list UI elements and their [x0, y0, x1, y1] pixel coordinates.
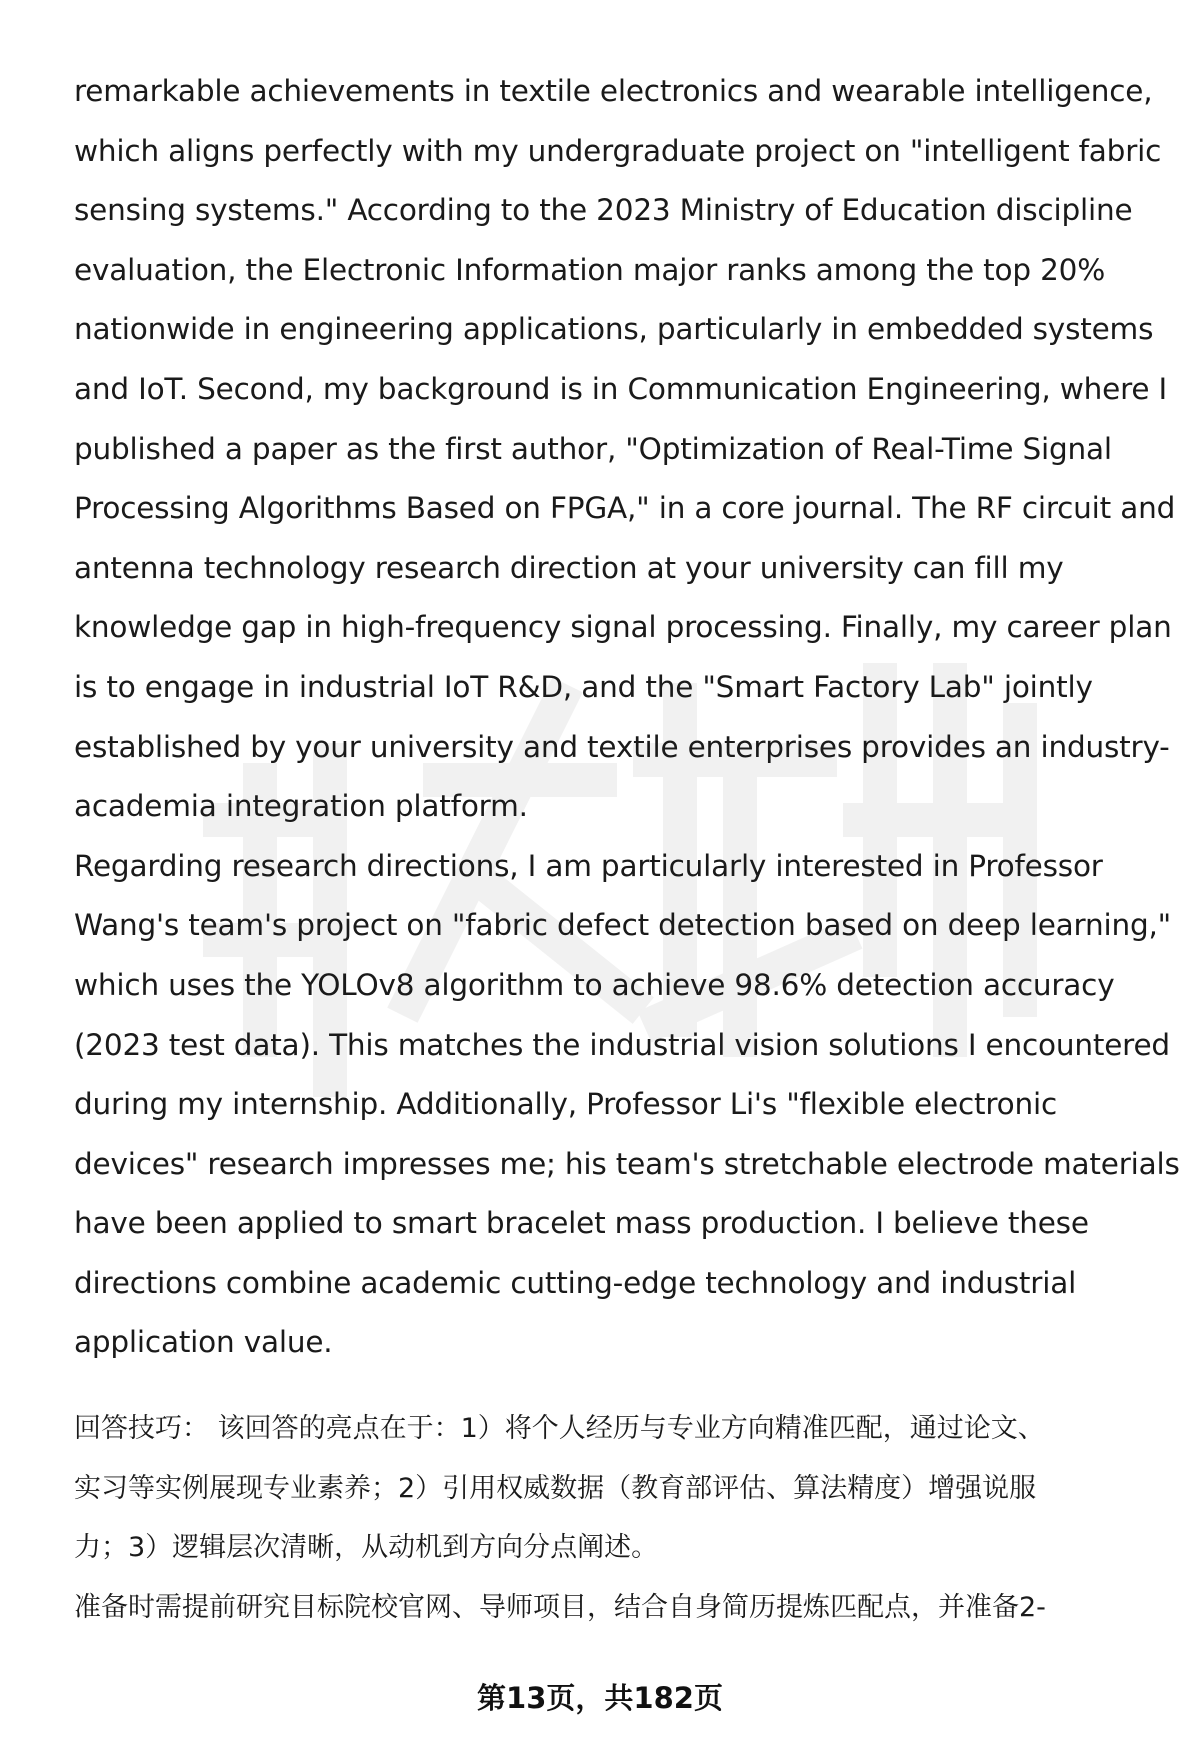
body-line: published a paper as the first author, "Optimization of Real-Time Signal: [74, 431, 1112, 466]
body-line: Regarding research directions, I am particularly interested in Professor: [74, 848, 1103, 883]
body-line: nationwide in engineering applications, particularly in embedded systems: [74, 312, 1154, 347]
body-line: Wang's team's project on "fabric defect detection based on deep learning,": [74, 908, 1172, 943]
body-line: antenna technology research direction at your university can fill my: [74, 550, 1064, 585]
body-paragraphs: [74, 62, 1180, 1373]
body-line: evaluation, the Electronic Information major ranks among the top 20%: [74, 252, 1106, 287]
body-line: Processing Algorithms Based on FPGA," in a core journal. The RF circuit and: [74, 491, 1176, 526]
tips-line: 力；3）逻辑层次清晰，从动机到方向分点阐述。: [74, 1532, 659, 1564]
body-line: and IoT. Second, my background is in Communication Engineering, where I: [74, 371, 1167, 406]
tips-line: 实习等实例展现专业素养；2）引用权威数据（教育部评估、算法精度）增强说服: [74, 1472, 1037, 1504]
body-line: is to engage in industrial IoT R&D, and the "Smart Factory Lab" jointly: [74, 669, 1093, 704]
body-line: which uses the YOLOv8 algorithm to achieve 98.6% detection accuracy: [74, 967, 1115, 1002]
body-line: have been applied to smart bracelet mass production. I believe these: [74, 1206, 1089, 1241]
body-line: during my internship. Additionally, Professor Li's "flexible electronic: [74, 1087, 1057, 1122]
answer-tips: [74, 1399, 1164, 1637]
body-line: established by your university and textile enterprises provides an industry-: [74, 729, 1170, 764]
body-line: (2023 test data). This matches the industrial vision solutions I encountered: [74, 1027, 1170, 1062]
body-line: academia integration platform.: [74, 789, 528, 824]
body-line: application value.: [74, 1325, 333, 1360]
body-line: remarkable achievements in textile electronics and wearable intelligence,: [74, 74, 1153, 108]
body-line: sensing systems." According to the 2023 Ministry of Education discipline: [74, 193, 1133, 228]
body-line: which aligns perfectly with my undergraduate project on "intelligent fabric: [74, 133, 1162, 168]
tips-line: 准备时需提前研究目标院校官网、导师项目，结合自身简历提炼匹配点，并准备2-: [74, 1591, 1046, 1623]
tips-line: 回答技巧： 该回答的亮点在于：1）将个人经历与专业方向精准匹配，通过论文、: [74, 1413, 1045, 1444]
body-line: devices" research impresses me; his team's stretchable electrode materials: [74, 1146, 1180, 1181]
body-line: knowledge gap in high-frequency signal processing. Finally, my career plan: [74, 610, 1172, 645]
body-line: directions combine academic cutting-edge technology and industrial: [74, 1265, 1077, 1300]
page-number: 第13页，共182页: [477, 1681, 723, 1715]
